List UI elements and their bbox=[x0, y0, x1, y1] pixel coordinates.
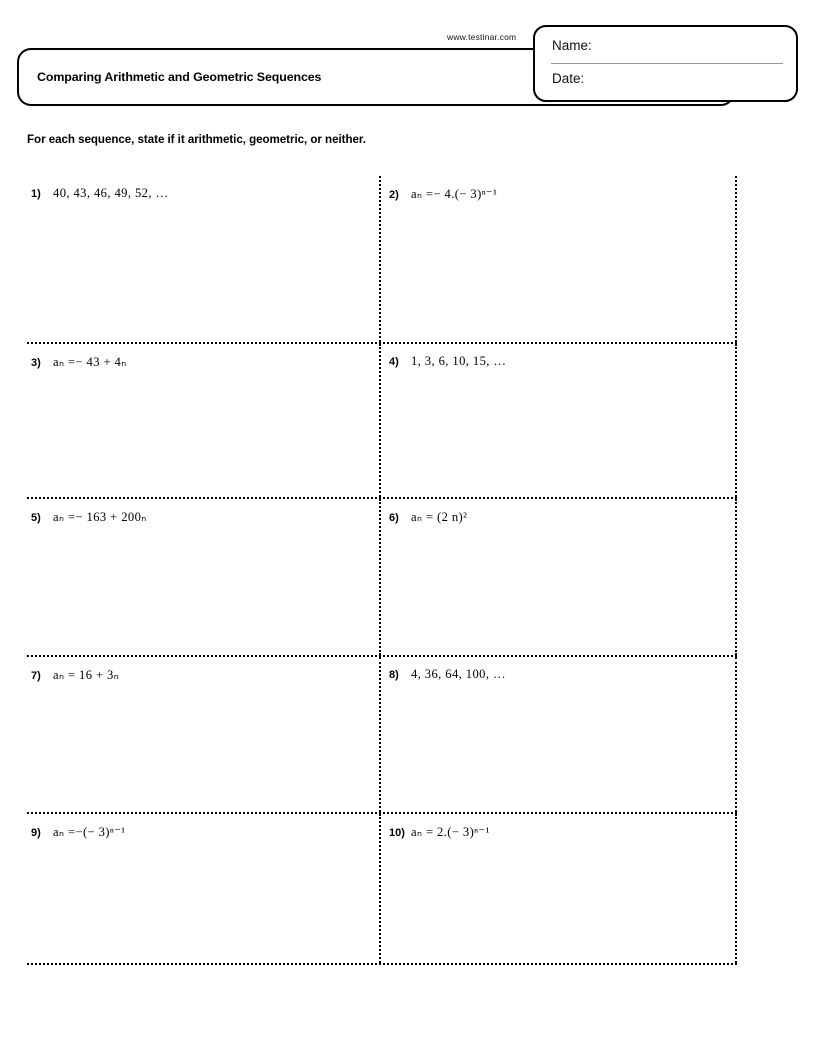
problem-expression: aₙ =− 4.(− 3)ⁿ⁻¹ bbox=[411, 187, 498, 201]
name-label: Name: bbox=[552, 38, 592, 53]
problem-number: 5) bbox=[31, 512, 41, 524]
problem-item bbox=[27, 354, 379, 370]
name-date-box bbox=[533, 25, 798, 102]
problem-number: 9) bbox=[31, 827, 41, 839]
answer-cell[interactable] bbox=[381, 499, 737, 655]
problem-grid bbox=[27, 176, 737, 965]
answer-cell[interactable] bbox=[27, 499, 381, 655]
problem-row bbox=[27, 655, 737, 812]
answer-cell[interactable] bbox=[381, 657, 737, 812]
problem-number: 3) bbox=[31, 357, 41, 369]
name-field-rule[interactable] bbox=[551, 63, 783, 64]
problem-item bbox=[27, 509, 379, 525]
instruction-text: For each sequence, state if it arithmetic, geometric, or neither. bbox=[27, 133, 366, 146]
problem-item bbox=[27, 186, 379, 201]
answer-cell[interactable] bbox=[381, 814, 737, 963]
date-label: Date: bbox=[552, 71, 585, 86]
problem-row bbox=[27, 176, 737, 342]
answer-cell[interactable] bbox=[27, 814, 381, 963]
problem-expression: aₙ = 2.(− 3)ⁿ⁻¹ bbox=[411, 825, 490, 839]
problem-number: 10) bbox=[389, 827, 405, 839]
answer-cell[interactable] bbox=[27, 176, 381, 342]
answer-cell[interactable] bbox=[27, 344, 381, 497]
answer-cell[interactable] bbox=[381, 344, 737, 497]
problem-item bbox=[381, 824, 735, 840]
problem-row bbox=[27, 342, 737, 497]
problem-expression: aₙ =−(− 3)ⁿ⁻¹ bbox=[53, 825, 126, 839]
problem-expression: 4, 36, 64, 100, … bbox=[411, 667, 506, 681]
problem-number: 4) bbox=[389, 356, 399, 368]
site-watermark: www.testinar.com bbox=[447, 32, 517, 42]
problem-item bbox=[381, 667, 735, 682]
page-title: Comparing Arithmetic and Geometric Sequences bbox=[37, 70, 322, 84]
problem-expression: aₙ = 16 + 3ₙ bbox=[53, 668, 120, 682]
worksheet-header bbox=[0, 0, 816, 120]
problem-expression: aₙ =− 43 + 4ₙ bbox=[53, 355, 127, 369]
problem-item bbox=[381, 186, 735, 202]
problem-expression: aₙ =− 163 + 200ₙ bbox=[53, 510, 147, 524]
problem-number: 2) bbox=[389, 189, 399, 201]
problem-item bbox=[381, 509, 735, 525]
problem-number: 8) bbox=[389, 669, 399, 681]
problem-expression: 40, 43, 46, 49, 52, … bbox=[53, 186, 169, 200]
problem-row bbox=[27, 812, 737, 965]
answer-cell[interactable] bbox=[381, 176, 737, 342]
problem-number: 7) bbox=[31, 670, 41, 682]
problem-expression: aₙ = (2 n)² bbox=[411, 510, 468, 524]
problem-item bbox=[27, 667, 379, 683]
problem-item bbox=[381, 354, 735, 369]
answer-cell[interactable] bbox=[27, 657, 381, 812]
problem-number: 6) bbox=[389, 512, 399, 524]
problem-item bbox=[27, 824, 379, 840]
problem-expression: 1, 3, 6, 10, 15, … bbox=[411, 354, 507, 368]
problem-number: 1) bbox=[31, 188, 41, 200]
problem-row bbox=[27, 497, 737, 655]
